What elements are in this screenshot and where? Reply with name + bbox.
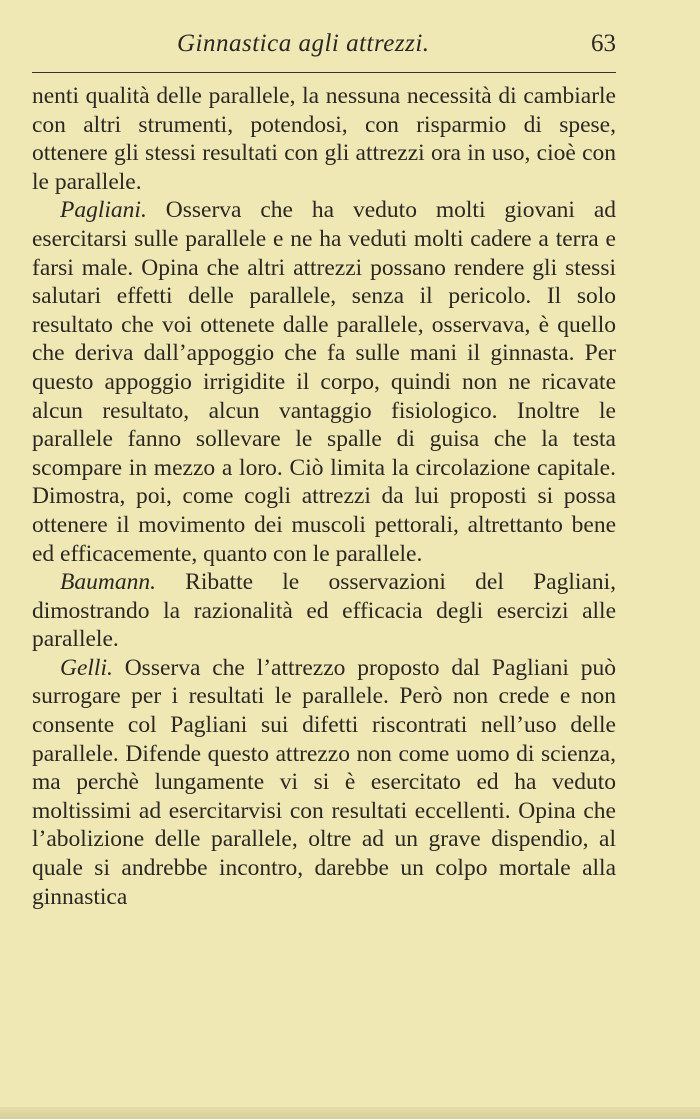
speaker-name: Pagliani. xyxy=(60,197,147,224)
paragraph-1 xyxy=(32,82,616,196)
paragraph-text: nenti qualità delle parallele, la nessuna necessità di cambiarle con altri strumenti, potendosi, con risparmio di spese, ottenere gli stessi resultati con gli attrezzi ora in uso, cioè con le parallele. xyxy=(32,83,616,195)
speaker-name: Gelli. xyxy=(60,654,113,681)
paragraph-2 xyxy=(32,196,616,568)
paragraph-text: Osserva che ha veduto molti giovani ad esercitarsi sulle parallele e ne ha veduti molti cadere a terra e farsi male. Opina che altri attrezzi possano rendere gli stessi salutari effetti delle parallele, senza il pericolo. Il solo resultato che voi ottenete dalle parallele, osservava, è quello che deriva dall’appoggio che fa sulle mani il ginnasta. Per questo appoggio irrigidite il corpo, quindi non ne ricavate alcun resultato, alcun vantaggio fisiologico. Inoltre le parallele fanno sollevare le spalle di guisa che la testa scompare in mezzo a loro. Ciò limita la circolazione capitale. Dimostra, poi, come cogli attrezzi da lui proposti si possa ottenere il movimento dei muscoli pettorali, altrettanto bene ed efficacemente, quanto con le parallele. xyxy=(32,197,616,567)
speaker-name: Baumann. xyxy=(60,569,156,596)
paragraph-text: Osserva che l’attrezzo proposto dal Pagliani può surrogare per i resultati le parallele. Però non crede e non consente col Pagliani sui difetti riscontrati nell’uso delle parallele. Difende questo attrezzo non come uomo di scienza, ma perchè lungamente vi si è esercitato ed ha veduto moltissimi ad esercitarvisi con resultati eccellenti. Opina che l’abolizione delle parallele, oltre ad un grave dispendio, al quale si andrebbe incontro, darebbe un colpo mortale alla ginnastica xyxy=(32,654,616,910)
header-rule xyxy=(32,72,616,73)
body-text xyxy=(32,82,616,911)
page-number: 63 xyxy=(591,30,616,57)
running-title: Ginnastica agli attrezzi. xyxy=(177,30,430,57)
paragraph-text: Ribatte le osservazioni del Pagliani, dimostrando la razionalità ed efficacia degli esercizi alle parallele. xyxy=(32,569,616,653)
page-header xyxy=(32,30,616,64)
paragraph-4 xyxy=(32,654,616,911)
page-bottom-edge xyxy=(0,1107,700,1119)
paragraph-3 xyxy=(32,568,616,654)
